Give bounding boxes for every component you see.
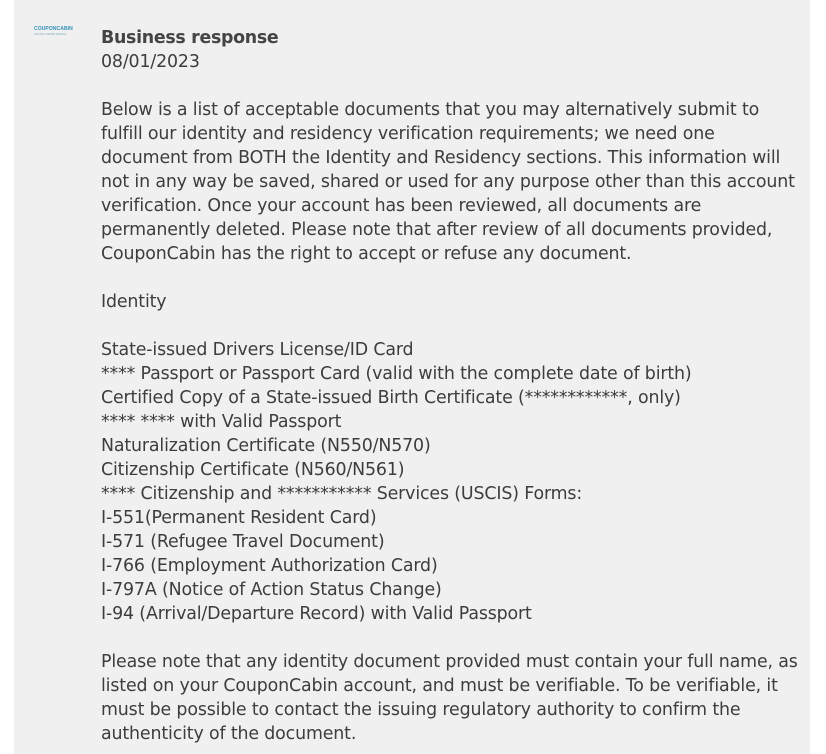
section-label-identity: Identity [101, 292, 167, 312]
documents-list [101, 338, 801, 626]
business-response-panel [14, 0, 810, 754]
list-item: I-766 (Employment Authorization Card) [101, 556, 438, 576]
response-date: 08/01/2023 [101, 52, 200, 72]
list-item: Naturalization Certificate (N550/N570) [101, 436, 431, 456]
note-paragraph: Please note that any identity document provided must contain your full name, as listed on your CouponCabin account, and must be verifiable. To be verifiable, it must be possible to contact the issuing regulatory authority to confirm the authenticity of the document. [101, 652, 798, 744]
response-heading: Business response [101, 28, 279, 48]
intro-paragraph: Below is a list of acceptable documents that you may alternatively submit to fulfill our identity and residency verification requirements; we need one document from BOTH the Identity and Residency sections. This information will not in any way be saved, shared or used for any purpose other than this account verification. Once your account has been reviewed, all documents are permanently deleted. Please note that after review of all documents provided, CouponCabin has the right to accept or refuse any document. [101, 100, 795, 264]
logo-text: COUPONCABIN [34, 26, 73, 32]
couponcabin-logo [34, 26, 78, 40]
list-item: Citizenship Certificate (N560/N561) [101, 460, 405, 480]
list-item: I-797A (Notice of Action Status Change) [101, 580, 442, 600]
list-item: Certified Copy of a State-issued Birth Certificate (************, only) [101, 388, 681, 408]
list-item: I-571 (Refugee Travel Document) [101, 532, 385, 552]
response-content [101, 26, 801, 746]
list-item: **** **** with Valid Passport [101, 412, 342, 432]
list-item: I-94 (Arrival/Departure Record) with Valid Passport [101, 604, 532, 624]
logo-subtext: SAVING MADE SIMPLE [34, 32, 67, 36]
list-item: **** Citizenship and *********** Services (USCIS) Forms: [101, 484, 583, 504]
list-item: I-551(Permanent Resident Card) [101, 508, 377, 528]
list-item: **** Passport or Passport Card (valid with the complete date of birth) [101, 364, 692, 384]
list-item: State-issued Drivers License/ID Card [101, 340, 414, 360]
